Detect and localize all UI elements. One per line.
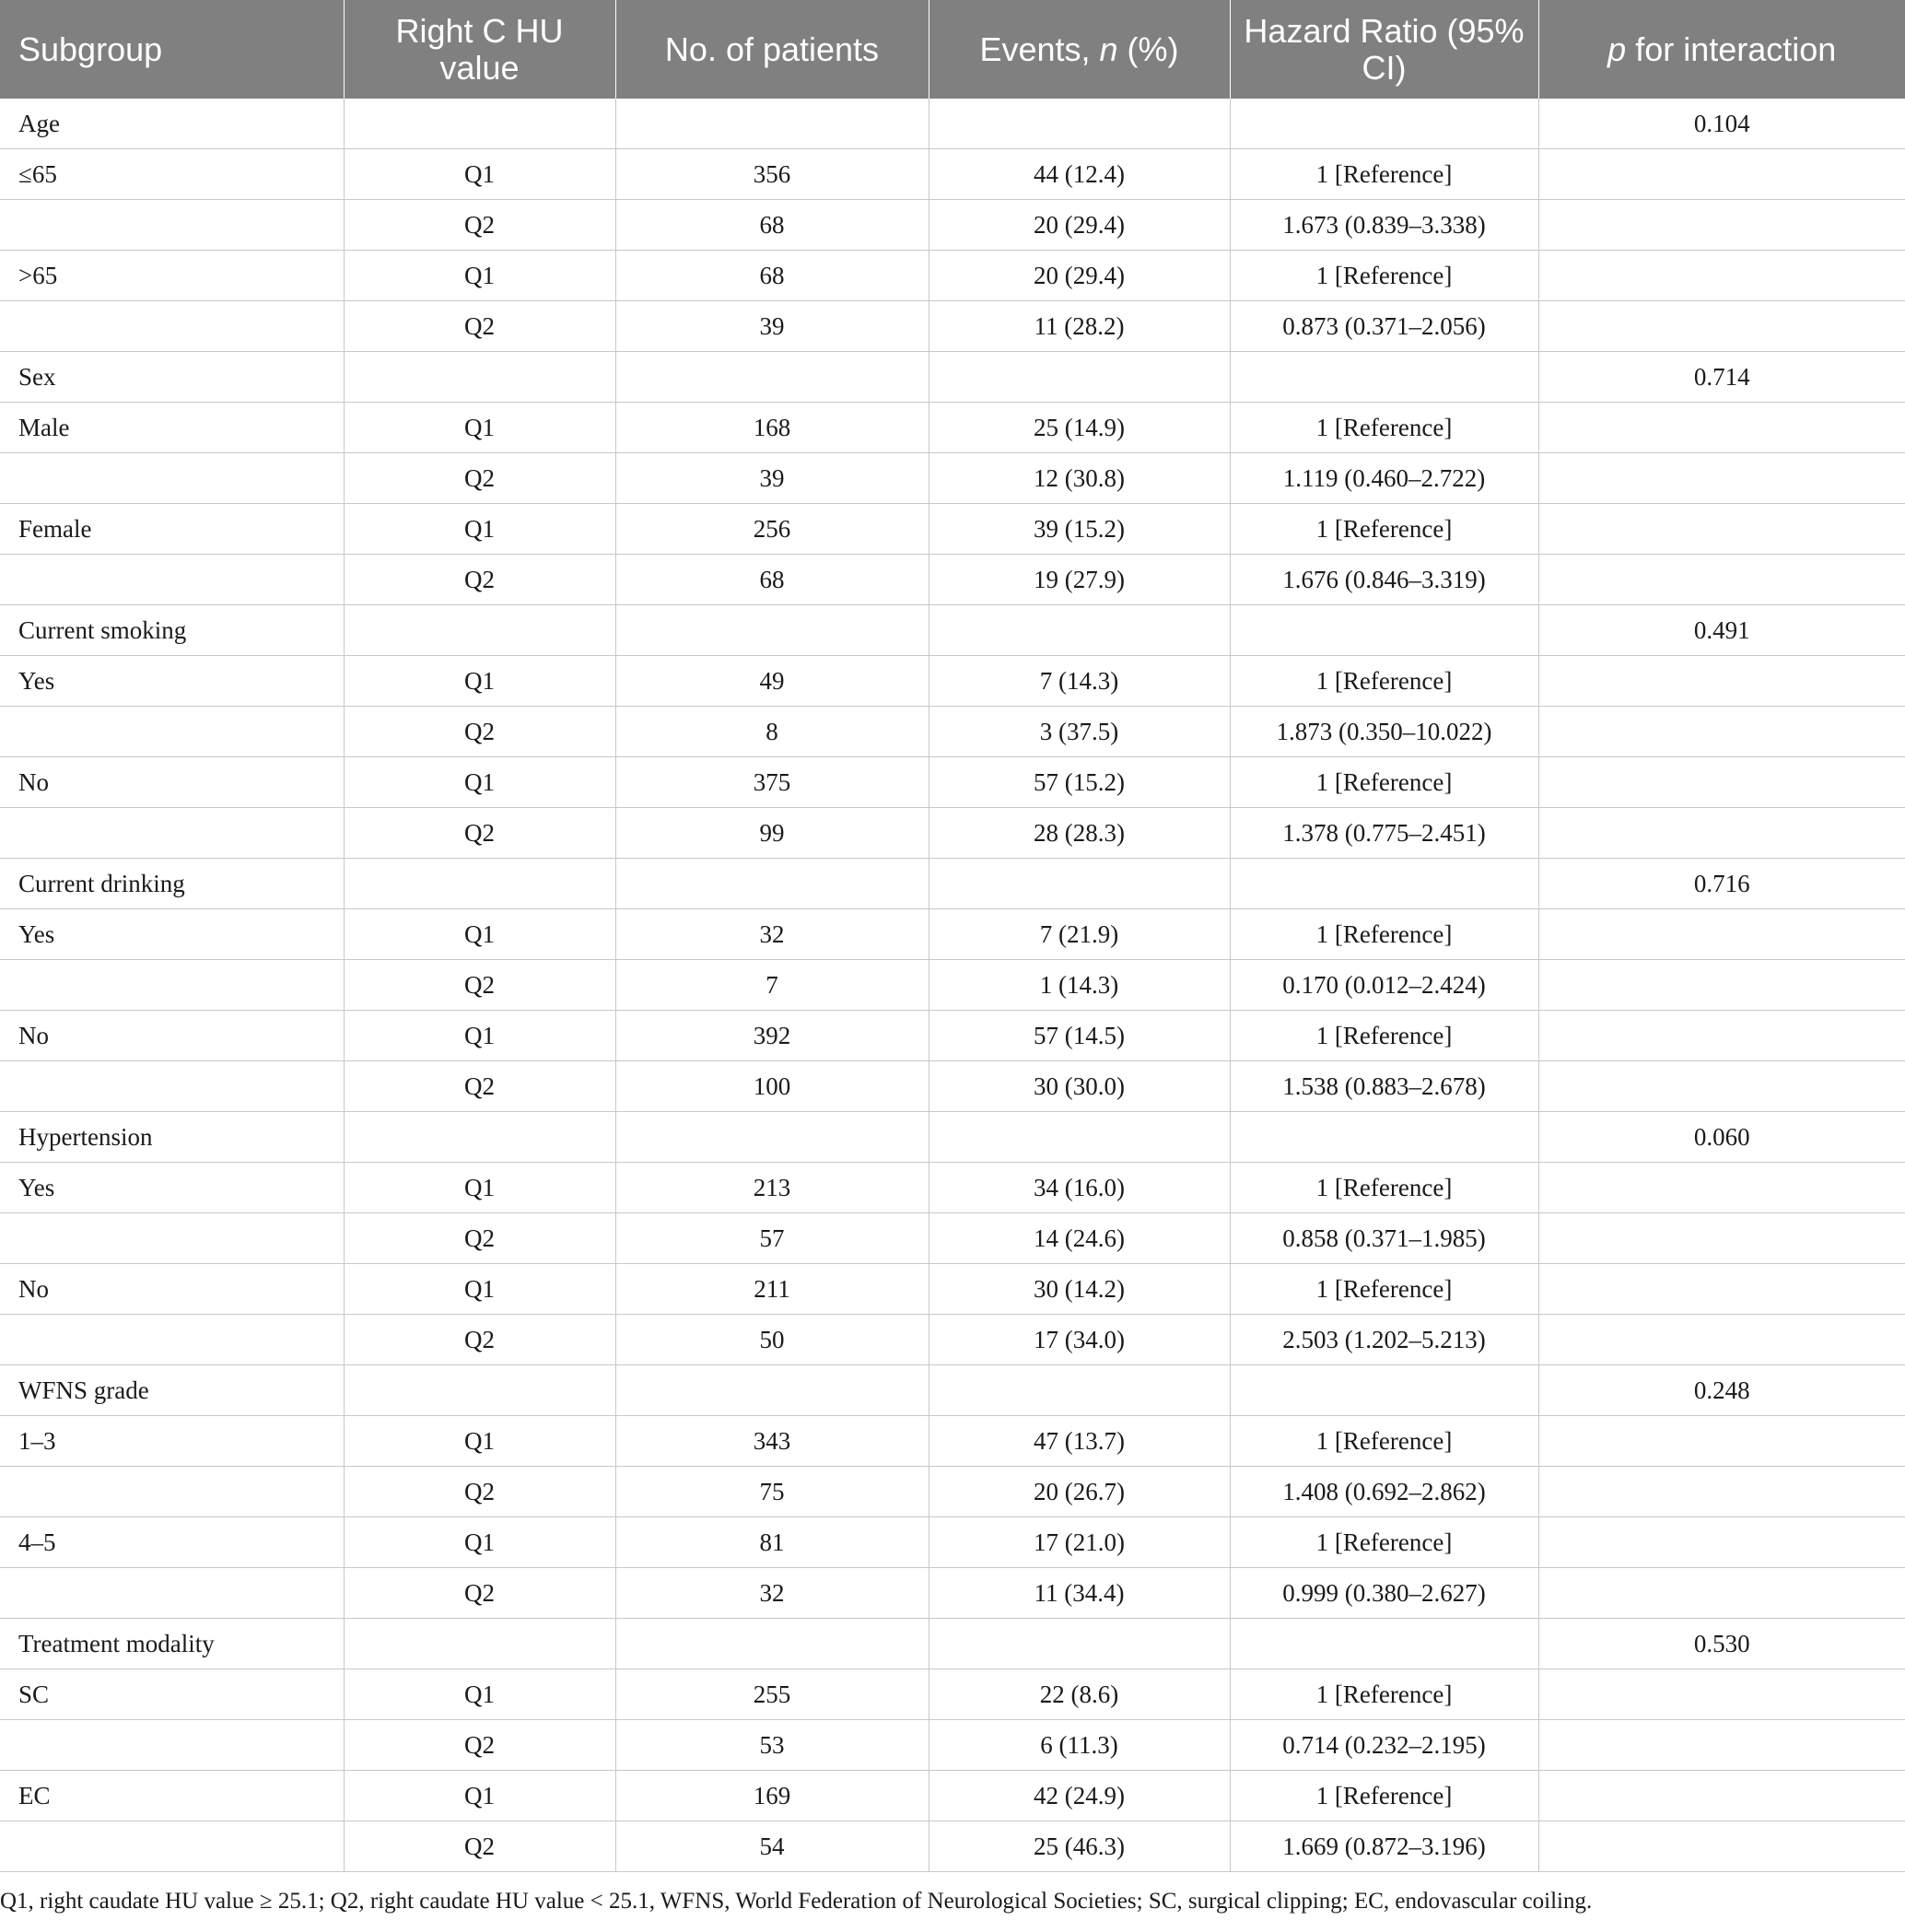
cell-hazard-ratio: 1 [Reference] (1230, 403, 1538, 453)
cell-p-interaction (1538, 1771, 1905, 1821)
cell-patients: 68 (615, 200, 929, 251)
cell-patients: 68 (615, 555, 929, 605)
cell-p-interaction (1538, 1061, 1905, 1112)
header-events-prefix: Events, (979, 29, 1100, 68)
cell-patients (615, 352, 929, 403)
cell-hazard-ratio: 1.676 (0.846–3.319) (1230, 555, 1538, 605)
header-row (0, 0, 1905, 99)
table-row (0, 909, 1905, 960)
cell-p-interaction: 0.060 (1538, 1112, 1905, 1163)
cell-hazard-ratio: 1.408 (0.692–2.862) (1230, 1467, 1538, 1517)
table-row (0, 757, 1905, 808)
table-row (0, 1720, 1905, 1771)
cell-patients: 50 (615, 1315, 929, 1365)
cell-subgroup: Female (0, 504, 344, 555)
cell-hu-value: Q2 (344, 453, 615, 504)
cell-events: 1 (14.3) (929, 960, 1230, 1011)
cell-hu-value: Q1 (344, 1011, 615, 1061)
cell-patients (615, 605, 929, 656)
cell-p-interaction (1538, 1011, 1905, 1061)
cell-p-interaction (1538, 909, 1905, 960)
cell-p-interaction: 0.716 (1538, 859, 1905, 909)
cell-hazard-ratio: 1 [Reference] (1230, 1264, 1538, 1315)
cell-events: 25 (46.3) (929, 1821, 1230, 1872)
cell-subgroup: Treatment modality (0, 1619, 344, 1669)
cell-hu-value: Q1 (344, 251, 615, 301)
table-row (0, 403, 1905, 453)
cell-subgroup (0, 1568, 344, 1619)
cell-events: 39 (15.2) (929, 504, 1230, 555)
cell-hu-value: Q2 (344, 1213, 615, 1264)
cell-hu-value: Q2 (344, 1467, 615, 1517)
cell-events: 28 (28.3) (929, 808, 1230, 859)
header-patients: No. of patients (615, 0, 929, 99)
cell-p-interaction (1538, 251, 1905, 301)
header-p-italic: p (1607, 29, 1627, 68)
cell-hazard-ratio: 1 [Reference] (1230, 149, 1538, 200)
cell-subgroup: WFNS grade (0, 1365, 344, 1416)
cell-hazard-ratio: 1 [Reference] (1230, 504, 1538, 555)
header-events-suffix: (%) (1117, 29, 1179, 68)
cell-subgroup: >65 (0, 251, 344, 301)
table-row (0, 555, 1905, 605)
cell-subgroup (0, 1467, 344, 1517)
cell-p-interaction (1538, 1416, 1905, 1467)
cell-events: 11 (34.4) (929, 1568, 1230, 1619)
cell-subgroup (0, 200, 344, 251)
cell-hu-value: Q1 (344, 757, 615, 808)
cell-patients: 356 (615, 149, 929, 200)
table-row (0, 1416, 1905, 1467)
cell-p-interaction (1538, 808, 1905, 859)
cell-p-interaction (1538, 1568, 1905, 1619)
cell-hu-value: Q1 (344, 1771, 615, 1821)
cell-subgroup (0, 1061, 344, 1112)
cell-events (929, 605, 1230, 656)
cell-patients: 100 (615, 1061, 929, 1112)
table-row (0, 1619, 1905, 1669)
cell-events: 19 (27.9) (929, 555, 1230, 605)
cell-events: 57 (15.2) (929, 757, 1230, 808)
table-row (0, 200, 1905, 251)
cell-hu-value (344, 1365, 615, 1416)
cell-subgroup: Current smoking (0, 605, 344, 656)
cell-hazard-ratio (1230, 99, 1538, 149)
cell-patients: 81 (615, 1517, 929, 1568)
cell-hu-value: Q1 (344, 1517, 615, 1568)
cell-hazard-ratio: 1 [Reference] (1230, 1416, 1538, 1467)
cell-p-interaction (1538, 403, 1905, 453)
cell-p-interaction (1538, 1821, 1905, 1872)
table-row (0, 251, 1905, 301)
cell-patients: 75 (615, 1467, 929, 1517)
cell-subgroup (0, 301, 344, 352)
cell-events: 44 (12.4) (929, 149, 1230, 200)
cell-patients (615, 99, 929, 149)
table-header (0, 0, 1905, 99)
cell-p-interaction (1538, 504, 1905, 555)
cell-hu-value: Q2 (344, 1821, 615, 1872)
cell-hu-value: Q2 (344, 555, 615, 605)
cell-patients (615, 1619, 929, 1669)
cell-hazard-ratio: 1 [Reference] (1230, 1669, 1538, 1720)
cell-patients: 169 (615, 1771, 929, 1821)
cell-events (929, 99, 1230, 149)
cell-events: 42 (24.9) (929, 1771, 1230, 1821)
cell-p-interaction (1538, 149, 1905, 200)
cell-hu-value (344, 605, 615, 656)
cell-hu-value: Q1 (344, 656, 615, 707)
cell-patients: 53 (615, 1720, 929, 1771)
cell-p-interaction (1538, 656, 1905, 707)
cell-p-interaction (1538, 301, 1905, 352)
cell-hu-value: Q1 (344, 1264, 615, 1315)
cell-hazard-ratio (1230, 352, 1538, 403)
table-body (0, 99, 1905, 1872)
cell-subgroup: Age (0, 99, 344, 149)
cell-events (929, 352, 1230, 403)
cell-events: 20 (29.4) (929, 200, 1230, 251)
cell-hu-value: Q2 (344, 808, 615, 859)
cell-hu-value (344, 1112, 615, 1163)
header-hu-value: Right C HU value (344, 0, 615, 99)
cell-subgroup (0, 707, 344, 757)
cell-p-interaction: 0.714 (1538, 352, 1905, 403)
cell-hazard-ratio (1230, 1112, 1538, 1163)
table-row (0, 808, 1905, 859)
table-row (0, 1568, 1905, 1619)
cell-patients: 8 (615, 707, 929, 757)
cell-hu-value: Q1 (344, 403, 615, 453)
table-row (0, 707, 1905, 757)
cell-p-interaction (1538, 1163, 1905, 1213)
cell-hazard-ratio (1230, 1619, 1538, 1669)
cell-events (929, 1619, 1230, 1669)
cell-subgroup (0, 960, 344, 1011)
table-row (0, 352, 1905, 403)
cell-subgroup (0, 453, 344, 504)
cell-hazard-ratio: 1.673 (0.839–3.338) (1230, 200, 1538, 251)
cell-subgroup: Current drinking (0, 859, 344, 909)
table-row (0, 1061, 1905, 1112)
cell-patients: 32 (615, 1568, 929, 1619)
cell-p-interaction (1538, 1669, 1905, 1720)
cell-patients: 211 (615, 1264, 929, 1315)
header-hazard-ratio: Hazard Ratio (95% CI) (1230, 0, 1538, 99)
cell-hu-value (344, 99, 615, 149)
table-row (0, 1771, 1905, 1821)
header-p-suffix: for interaction (1626, 29, 1837, 68)
cell-hu-value: Q1 (344, 1669, 615, 1720)
cell-patients: 213 (615, 1163, 929, 1213)
cell-subgroup (0, 1720, 344, 1771)
table-row (0, 859, 1905, 909)
cell-hazard-ratio: 0.999 (0.380–2.627) (1230, 1568, 1538, 1619)
cell-hu-value (344, 859, 615, 909)
cell-patients: 68 (615, 251, 929, 301)
cell-p-interaction (1538, 1720, 1905, 1771)
header-events (929, 0, 1230, 99)
cell-hazard-ratio: 1 [Reference] (1230, 656, 1538, 707)
cell-hazard-ratio: 1 [Reference] (1230, 1011, 1538, 1061)
cell-hazard-ratio: 0.170 (0.012–2.424) (1230, 960, 1538, 1011)
cell-hazard-ratio: 1.538 (0.883–2.678) (1230, 1061, 1538, 1112)
header-subgroup: Subgroup (0, 0, 344, 99)
cell-hazard-ratio: 1.119 (0.460–2.722) (1230, 453, 1538, 504)
cell-events (929, 859, 1230, 909)
cell-hu-value: Q1 (344, 504, 615, 555)
table-row (0, 1365, 1905, 1416)
cell-p-interaction: 0.491 (1538, 605, 1905, 656)
cell-events: 6 (11.3) (929, 1720, 1230, 1771)
cell-events: 25 (14.9) (929, 403, 1230, 453)
cell-hazard-ratio: 0.858 (0.371–1.985) (1230, 1213, 1538, 1264)
cell-patients (615, 1365, 929, 1416)
cell-events: 7 (21.9) (929, 909, 1230, 960)
cell-subgroup: Male (0, 403, 344, 453)
cell-subgroup: EC (0, 1771, 344, 1821)
cell-patients: 375 (615, 757, 929, 808)
table-row (0, 1669, 1905, 1720)
cell-events: 14 (24.6) (929, 1213, 1230, 1264)
cell-patients: 343 (615, 1416, 929, 1467)
cell-hazard-ratio: 0.714 (0.232–2.195) (1230, 1720, 1538, 1771)
cell-hazard-ratio (1230, 859, 1538, 909)
cell-p-interaction (1538, 555, 1905, 605)
cell-p-interaction (1538, 453, 1905, 504)
cell-events: 30 (14.2) (929, 1264, 1230, 1315)
cell-p-interaction (1538, 1517, 1905, 1568)
cell-hazard-ratio: 1 [Reference] (1230, 1163, 1538, 1213)
cell-hazard-ratio: 1.669 (0.872–3.196) (1230, 1821, 1538, 1872)
cell-events: 12 (30.8) (929, 453, 1230, 504)
cell-subgroup: Yes (0, 909, 344, 960)
cell-events: 20 (26.7) (929, 1467, 1230, 1517)
cell-subgroup: No (0, 1011, 344, 1061)
cell-hu-value: Q2 (344, 301, 615, 352)
cell-subgroup (0, 1315, 344, 1365)
cell-p-interaction (1538, 200, 1905, 251)
table-row (0, 1163, 1905, 1213)
cell-hazard-ratio (1230, 605, 1538, 656)
cell-patients: 39 (615, 453, 929, 504)
cell-patients: 54 (615, 1821, 929, 1872)
cell-subgroup: 1–3 (0, 1416, 344, 1467)
cell-patients: 7 (615, 960, 929, 1011)
cell-patients (615, 1112, 929, 1163)
cell-patients: 32 (615, 909, 929, 960)
table-row (0, 1315, 1905, 1365)
cell-events: 20 (29.4) (929, 251, 1230, 301)
cell-patients: 39 (615, 301, 929, 352)
table-row (0, 1467, 1905, 1517)
table-row (0, 99, 1905, 149)
cell-events: 30 (30.0) (929, 1061, 1230, 1112)
table-row (0, 453, 1905, 504)
table-row (0, 1517, 1905, 1568)
header-p-interaction (1538, 0, 1905, 99)
cell-patients: 255 (615, 1669, 929, 1720)
cell-subgroup (0, 1213, 344, 1264)
cell-events (929, 1112, 1230, 1163)
cell-p-interaction: 0.104 (1538, 99, 1905, 149)
table-row (0, 1264, 1905, 1315)
cell-events: 47 (13.7) (929, 1416, 1230, 1467)
cell-patients: 99 (615, 808, 929, 859)
cell-hu-value: Q2 (344, 1315, 615, 1365)
cell-patients: 168 (615, 403, 929, 453)
cell-p-interaction (1538, 1467, 1905, 1517)
cell-hu-value: Q2 (344, 960, 615, 1011)
cell-subgroup: Yes (0, 1163, 344, 1213)
cell-hu-value: Q1 (344, 149, 615, 200)
cell-patients: 392 (615, 1011, 929, 1061)
table-row (0, 1821, 1905, 1872)
cell-subgroup: ≤65 (0, 149, 344, 200)
cell-p-interaction: 0.248 (1538, 1365, 1905, 1416)
cell-patients: 256 (615, 504, 929, 555)
cell-hu-value: Q1 (344, 1163, 615, 1213)
cell-hazard-ratio: 2.503 (1.202–5.213) (1230, 1315, 1538, 1365)
table-row (0, 1213, 1905, 1264)
table-row (0, 1112, 1905, 1163)
cell-events: 11 (28.2) (929, 301, 1230, 352)
table-row (0, 605, 1905, 656)
cell-subgroup (0, 808, 344, 859)
cell-hazard-ratio: 1 [Reference] (1230, 1771, 1538, 1821)
cell-hazard-ratio: 1.378 (0.775–2.451) (1230, 808, 1538, 859)
cell-events: 34 (16.0) (929, 1163, 1230, 1213)
cell-subgroup: Yes (0, 656, 344, 707)
cell-subgroup: 4–5 (0, 1517, 344, 1568)
cell-hu-value: Q2 (344, 1720, 615, 1771)
cell-hazard-ratio: 1 [Reference] (1230, 251, 1538, 301)
cell-subgroup: No (0, 757, 344, 808)
cell-p-interaction (1538, 1264, 1905, 1315)
cell-hazard-ratio: 1.873 (0.350–10.022) (1230, 707, 1538, 757)
table-row (0, 1011, 1905, 1061)
table-row (0, 960, 1905, 1011)
cell-hu-value: Q2 (344, 200, 615, 251)
cell-hazard-ratio (1230, 1365, 1538, 1416)
cell-events: 17 (21.0) (929, 1517, 1230, 1568)
cell-events: 57 (14.5) (929, 1011, 1230, 1061)
cell-patients (615, 859, 929, 909)
cell-hazard-ratio: 0.873 (0.371–2.056) (1230, 301, 1538, 352)
cell-subgroup (0, 1821, 344, 1872)
cell-p-interaction (1538, 1315, 1905, 1365)
cell-events: 17 (34.0) (929, 1315, 1230, 1365)
table-row (0, 149, 1905, 200)
cell-subgroup: Sex (0, 352, 344, 403)
cell-p-interaction (1538, 757, 1905, 808)
cell-patients: 49 (615, 656, 929, 707)
cell-p-interaction (1538, 707, 1905, 757)
cell-hu-value: Q1 (344, 909, 615, 960)
header-events-n: n (1099, 29, 1118, 68)
cell-events: 3 (37.5) (929, 707, 1230, 757)
cell-events: 7 (14.3) (929, 656, 1230, 707)
table-row (0, 504, 1905, 555)
cell-p-interaction (1538, 1213, 1905, 1264)
cell-subgroup (0, 555, 344, 605)
cell-hu-value: Q2 (344, 707, 615, 757)
cell-subgroup: SC (0, 1669, 344, 1720)
cell-p-interaction: 0.530 (1538, 1619, 1905, 1669)
cell-events (929, 1365, 1230, 1416)
cell-hu-value: Q2 (344, 1568, 615, 1619)
cell-hu-value: Q1 (344, 1416, 615, 1467)
cell-hazard-ratio: 1 [Reference] (1230, 757, 1538, 808)
cell-events: 22 (8.6) (929, 1669, 1230, 1720)
cell-hu-value: Q2 (344, 1061, 615, 1112)
table-row (0, 301, 1905, 352)
cell-subgroup: Hypertension (0, 1112, 344, 1163)
cell-patients: 57 (615, 1213, 929, 1264)
cell-hazard-ratio: 1 [Reference] (1230, 1517, 1538, 1568)
cell-hu-value (344, 1619, 615, 1669)
cell-hu-value (344, 352, 615, 403)
table-footnote: Q1, right caudate HU value ≥ 25.1; Q2, right caudate HU value < 25.1, WFNS, World Federation of Neurological Societies; SC, surgical clipping; EC, endovascular coiling. (0, 1889, 1593, 1914)
cell-hazard-ratio: 1 [Reference] (1230, 909, 1538, 960)
table-row (0, 656, 1905, 707)
cell-subgroup: No (0, 1264, 344, 1315)
cell-p-interaction (1538, 960, 1905, 1011)
